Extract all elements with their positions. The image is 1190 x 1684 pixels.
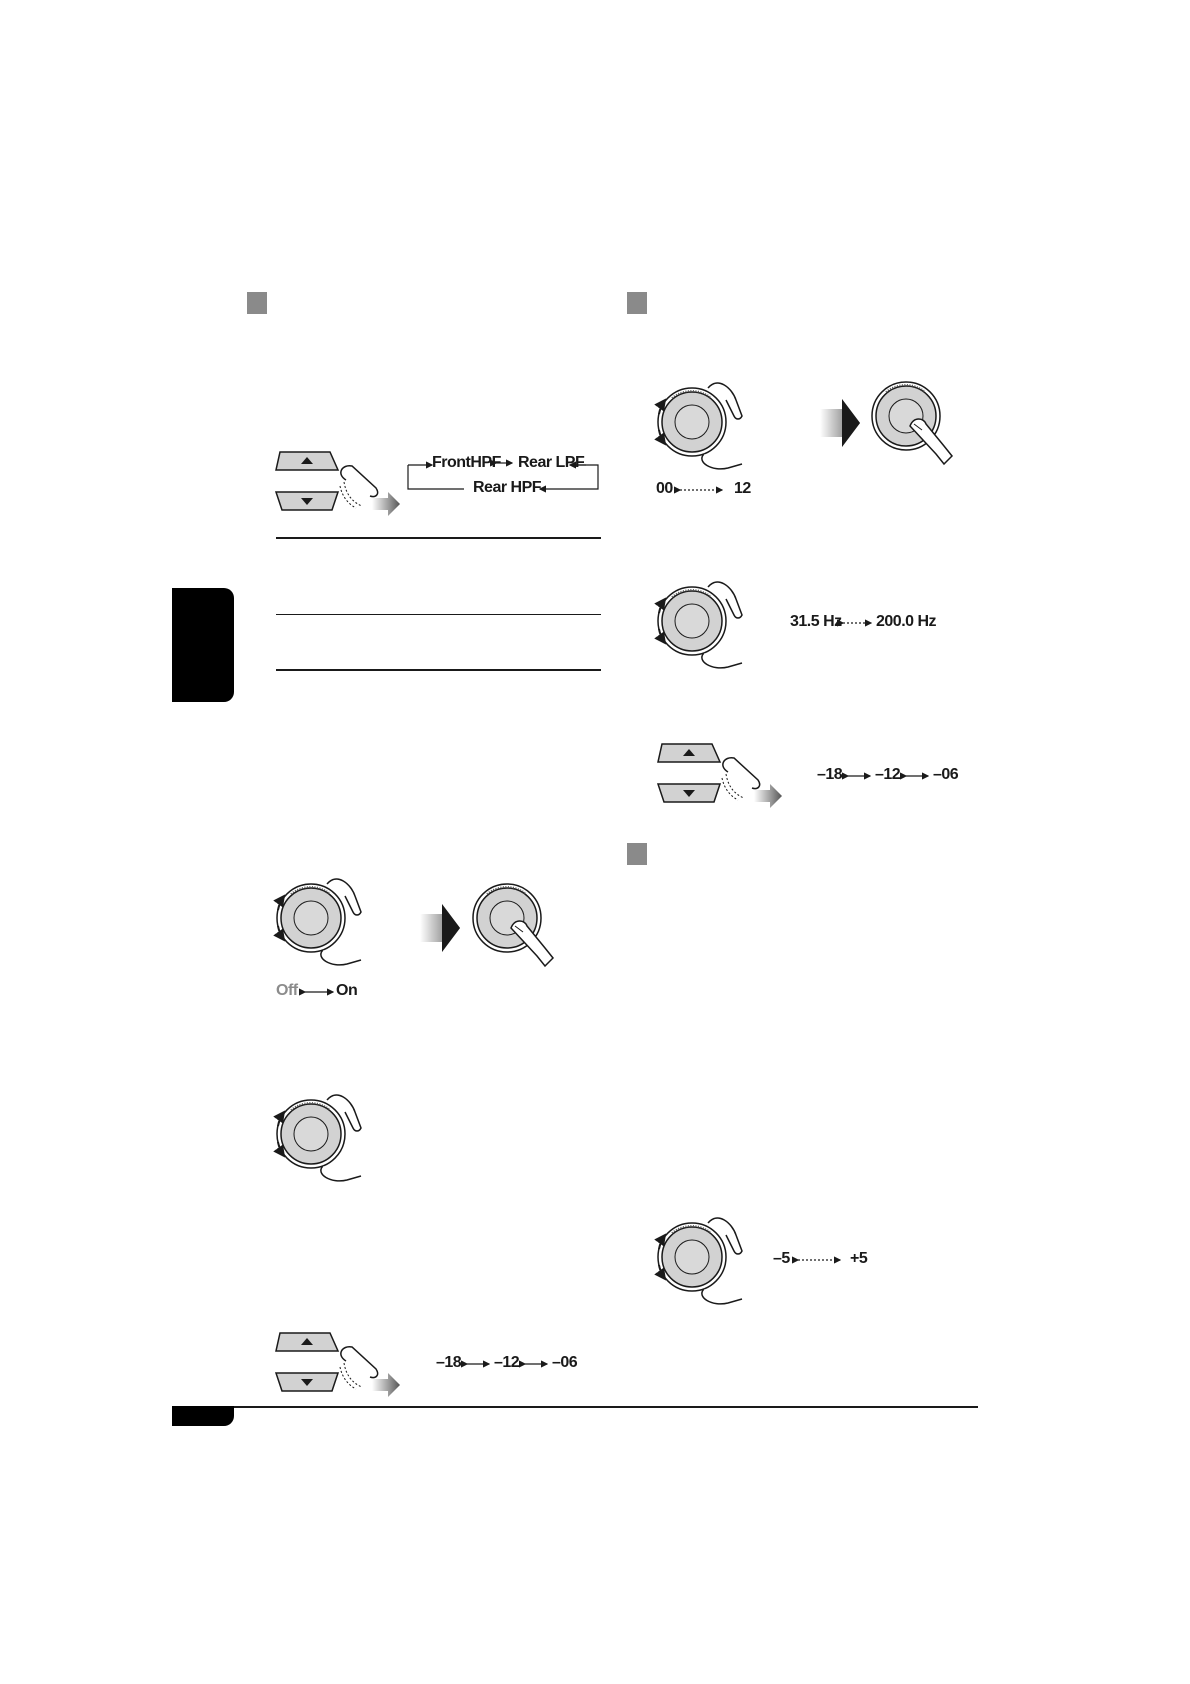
divider-2 bbox=[276, 614, 601, 615]
control-dial-icon bbox=[692, 1257, 772, 1337]
phase-range-arrow bbox=[676, 485, 726, 495]
finger-press-icon bbox=[507, 918, 587, 998]
phase-min: 00 bbox=[656, 480, 673, 497]
divider-1 bbox=[276, 537, 601, 539]
slope-right-arrow-2 bbox=[903, 771, 931, 781]
crossover-item-rear-hpf: Rear HPF bbox=[473, 479, 542, 496]
slope-left-12: –12 bbox=[494, 1354, 520, 1371]
slope-right-06: –06 bbox=[933, 766, 959, 783]
on-label: On bbox=[336, 982, 358, 999]
frequency-max: 200.0 Hz bbox=[876, 613, 937, 630]
side-tab bbox=[172, 588, 234, 702]
slope-right-18: –18 bbox=[817, 766, 843, 783]
page-number-tab bbox=[172, 1406, 234, 1426]
footer-rule bbox=[172, 1406, 978, 1408]
finger-press-icon bbox=[906, 416, 986, 496]
slope-left-arrow-2 bbox=[522, 1359, 550, 1369]
off-label: Off bbox=[276, 982, 298, 999]
crossover-item-rear-lpf: Rear LPF bbox=[518, 454, 585, 471]
slope-right-12: –12 bbox=[875, 766, 901, 783]
frequency-range-arrow bbox=[840, 618, 874, 628]
up-down-buttons-icon bbox=[276, 452, 406, 518]
slope-left-arrow-1 bbox=[464, 1359, 492, 1369]
section-marker-3 bbox=[627, 843, 647, 865]
slope-left-06: –06 bbox=[552, 1354, 578, 1371]
up-down-buttons-icon bbox=[276, 1333, 406, 1399]
section-marker-2 bbox=[627, 292, 647, 314]
control-dial-icon bbox=[692, 621, 772, 701]
divider-3 bbox=[276, 669, 601, 671]
slope-right-arrow-1 bbox=[845, 771, 873, 781]
step-arrow-icon bbox=[420, 904, 464, 954]
off-on-arrow bbox=[301, 987, 337, 997]
control-dial-icon bbox=[311, 1134, 391, 1214]
frequency-min: 31.5 Hz bbox=[790, 613, 842, 630]
section-marker-1 bbox=[247, 292, 267, 314]
crossover-item-front-hpf: FrontHPF bbox=[432, 454, 501, 471]
step-arrow-icon bbox=[820, 399, 864, 449]
level-min: –5 bbox=[773, 1250, 790, 1267]
up-down-buttons-icon bbox=[658, 744, 788, 810]
level-max: +5 bbox=[850, 1250, 868, 1267]
level-range-arrow bbox=[794, 1255, 844, 1265]
phase-max: 12 bbox=[734, 480, 751, 497]
slope-left-18: –18 bbox=[436, 1354, 462, 1371]
